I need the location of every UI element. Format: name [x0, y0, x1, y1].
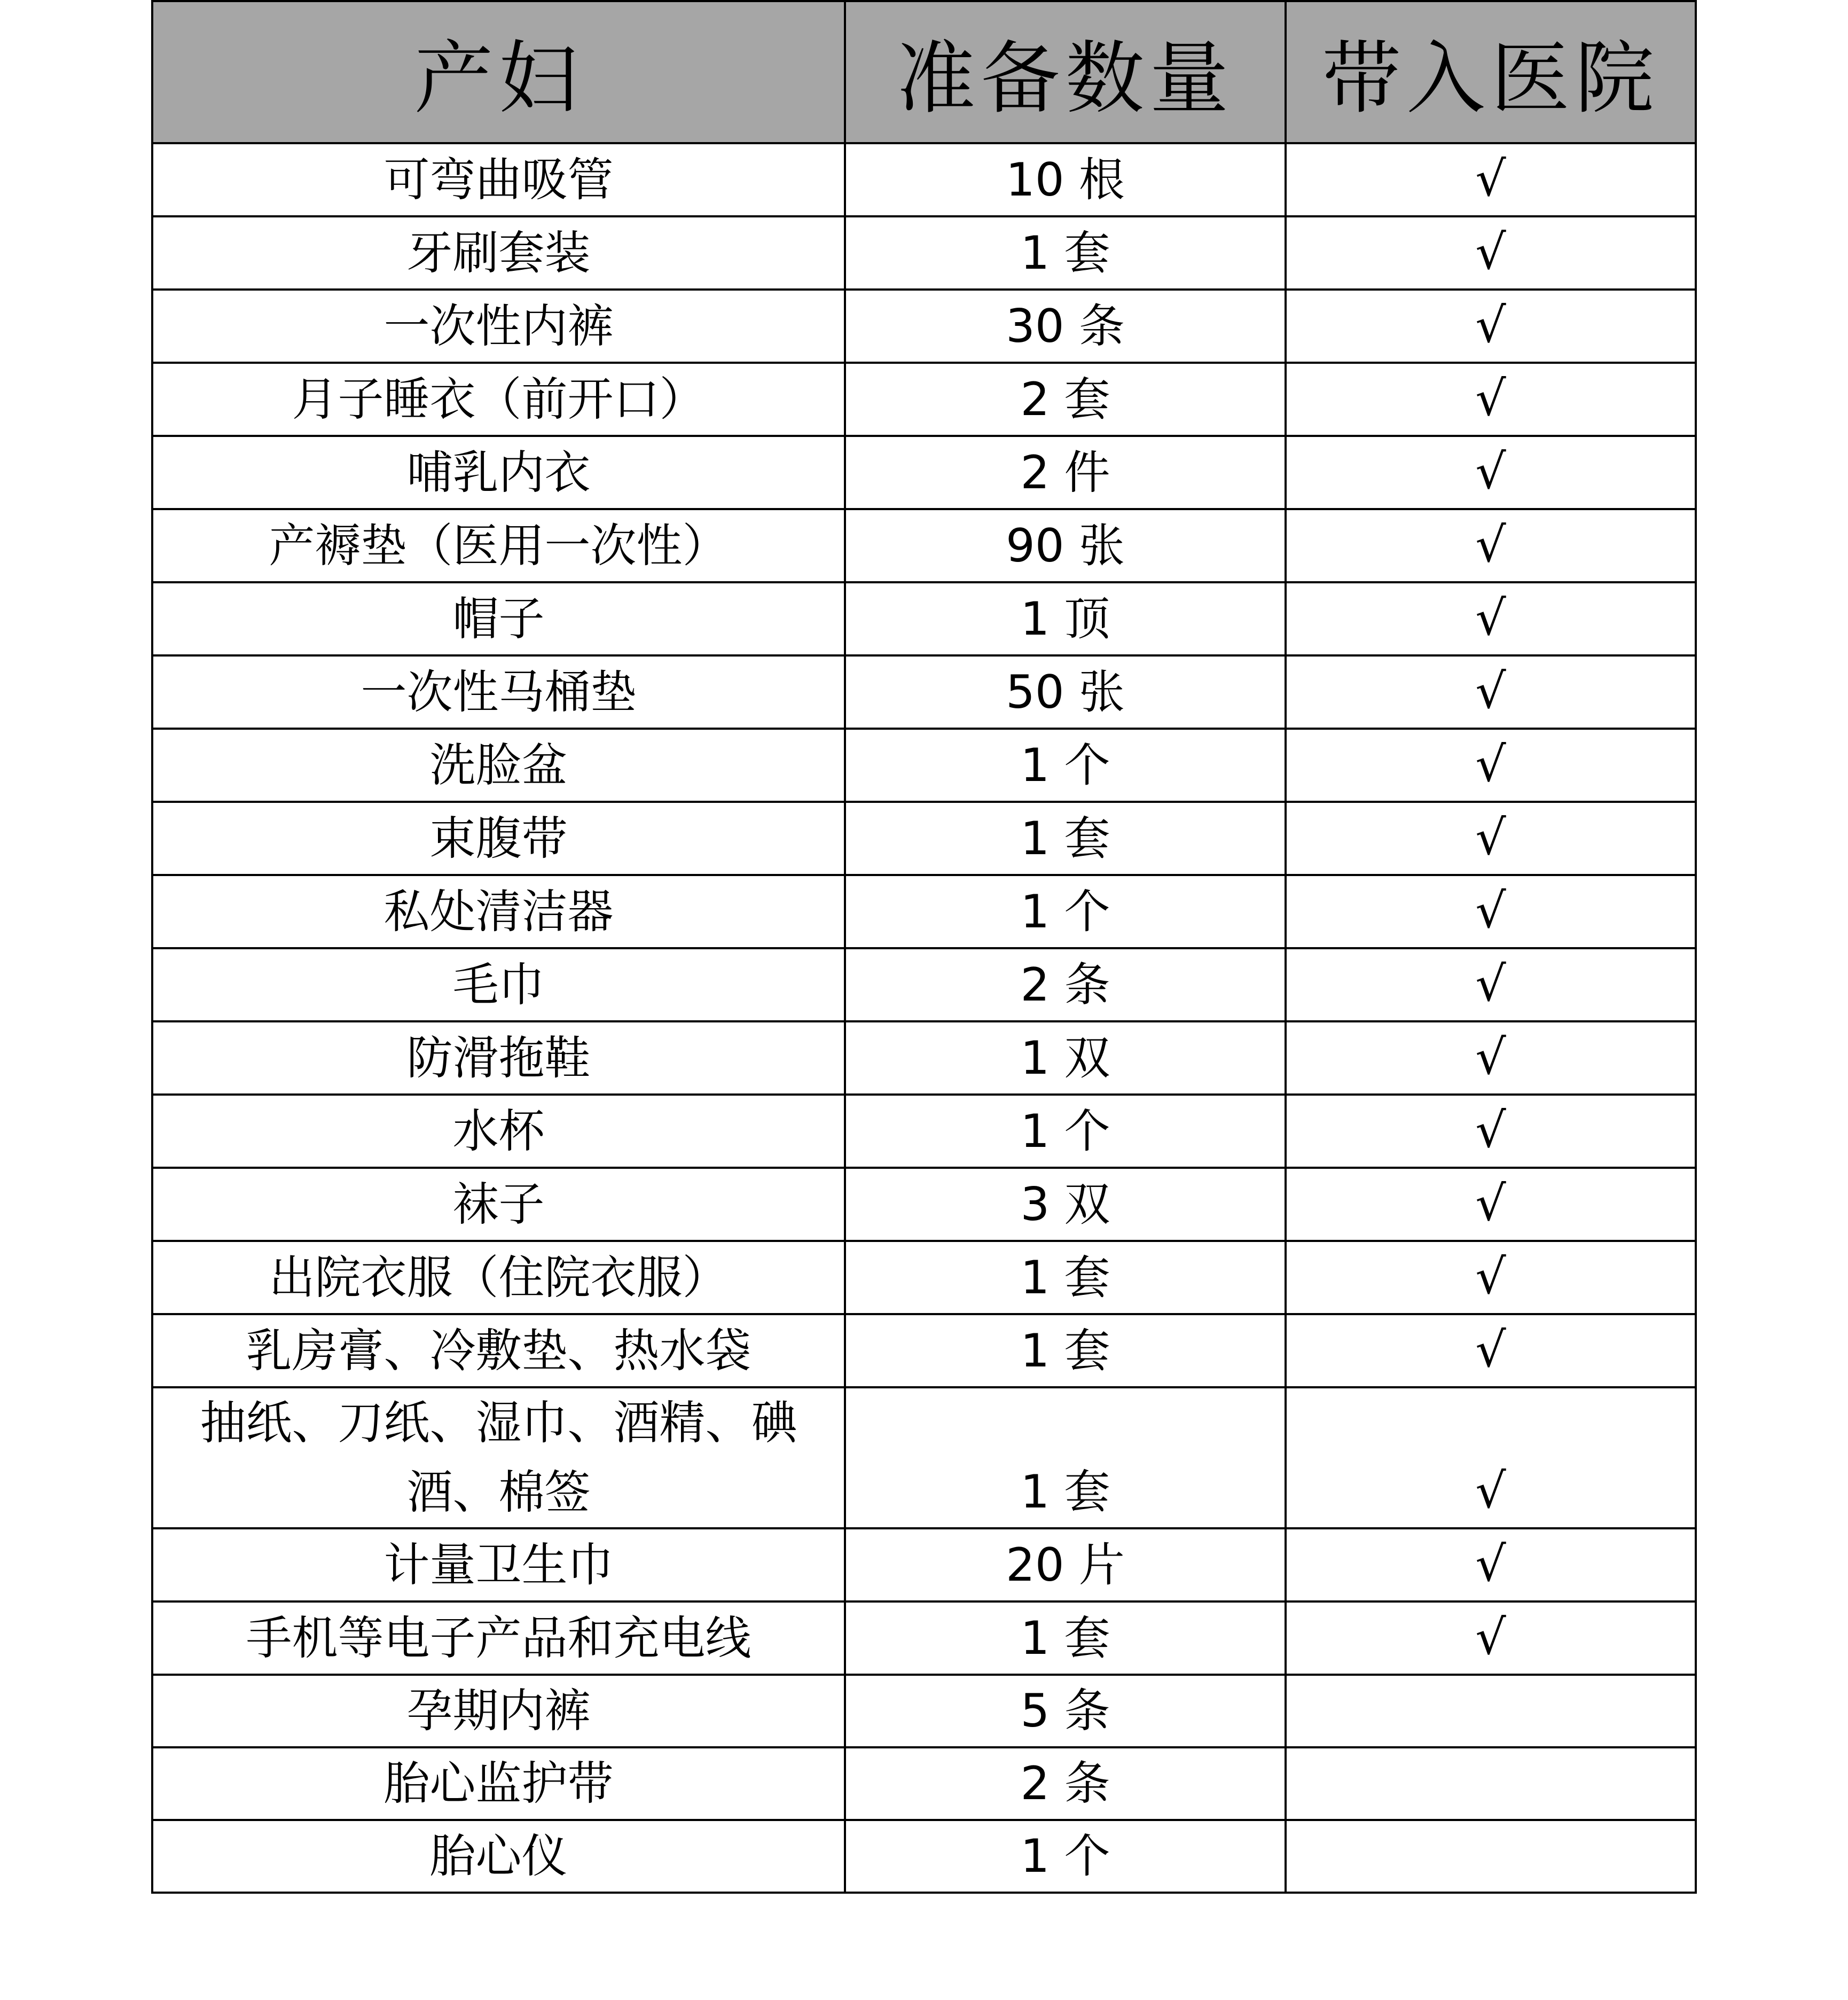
- bring-cell: [1286, 582, 1696, 655]
- bring-cell: [1286, 875, 1696, 948]
- quantity-cell: 1 个: [845, 875, 1286, 948]
- header-row: [152, 1, 1696, 143]
- table-header: [152, 1, 1696, 143]
- check-icon: √: [1475, 151, 1506, 207]
- header-quantity: 准备数量: [845, 1, 1286, 143]
- check-icon: √: [1475, 1463, 1506, 1519]
- bring-cell: [1286, 1528, 1696, 1601]
- item-cell: 束腹带: [152, 802, 845, 875]
- item-cell: 一次性内裤: [152, 290, 845, 363]
- check-icon: √: [1475, 1029, 1506, 1085]
- table-row: [152, 1675, 1696, 1747]
- check-icon: √: [1475, 1610, 1506, 1666]
- table-body: [152, 143, 1696, 1893]
- check-icon: √: [1475, 1322, 1506, 1378]
- quantity-cell: 3 双: [845, 1168, 1286, 1241]
- table-row: [152, 655, 1696, 729]
- table-row: [152, 1387, 1696, 1528]
- check-icon: √: [1475, 371, 1506, 427]
- item-cell: 防滑拖鞋: [152, 1021, 845, 1095]
- table-row: [152, 290, 1696, 363]
- quantity-cell: 1 套: [845, 216, 1286, 290]
- table-row: [152, 1241, 1696, 1314]
- bring-cell: [1286, 143, 1696, 216]
- bring-cell: [1286, 1601, 1696, 1675]
- header-item: 产妇: [152, 1, 845, 143]
- table-row: [152, 143, 1696, 216]
- item-cell: 私处清洁器: [152, 875, 845, 948]
- item-cell: 手机等电子产品和充电线: [152, 1601, 845, 1675]
- item-cell: 孕期内裤: [152, 1675, 845, 1747]
- quantity-cell: 1 套: [845, 1387, 1286, 1528]
- check-icon: √: [1475, 810, 1506, 866]
- table-row: [152, 1095, 1696, 1168]
- check-icon: √: [1475, 663, 1506, 720]
- quantity-cell: 10 根: [845, 143, 1286, 216]
- table-row: [152, 802, 1696, 875]
- quantity-cell: 1 套: [845, 1314, 1286, 1387]
- table-row: [152, 363, 1696, 436]
- bring-cell: [1286, 1095, 1696, 1168]
- item-cell: 抽纸、刀纸、湿巾、酒精、碘酒、棉签: [152, 1387, 845, 1528]
- check-icon: √: [1475, 1249, 1506, 1305]
- table-row: [152, 582, 1696, 655]
- check-icon: √: [1475, 298, 1506, 354]
- table-row: [152, 875, 1696, 948]
- item-cell: 一次性马桶垫: [152, 655, 845, 729]
- quantity-cell: 1 个: [845, 729, 1286, 802]
- table-row: [152, 1820, 1696, 1893]
- bring-cell: [1286, 216, 1696, 290]
- table-row: [152, 1601, 1696, 1675]
- bring-cell: [1286, 363, 1696, 436]
- quantity-cell: 1 顶: [845, 582, 1286, 655]
- check-icon: √: [1475, 1536, 1506, 1592]
- bring-cell: [1286, 1021, 1696, 1095]
- quantity-cell: 1 个: [845, 1820, 1286, 1893]
- item-cell: 胎心仪: [152, 1820, 845, 1893]
- item-cell: 可弯曲吸管: [152, 143, 845, 216]
- quantity-cell: 1 套: [845, 1601, 1286, 1675]
- table-row: [152, 509, 1696, 582]
- item-cell: 水杯: [152, 1095, 845, 1168]
- table-row: [152, 1528, 1696, 1601]
- quantity-cell: 1 个: [845, 1095, 1286, 1168]
- bring-cell: [1286, 1820, 1696, 1893]
- checklist-table: [151, 0, 1697, 1894]
- quantity-cell: 2 件: [845, 436, 1286, 509]
- bring-cell: [1286, 729, 1696, 802]
- bring-cell: [1286, 1168, 1696, 1241]
- check-icon: √: [1475, 1176, 1506, 1232]
- quantity-cell: 2 条: [845, 948, 1286, 1021]
- item-cell: 毛巾: [152, 948, 845, 1021]
- table-row: [152, 436, 1696, 509]
- bring-cell: [1286, 1241, 1696, 1314]
- bring-cell: [1286, 1387, 1696, 1528]
- check-icon: √: [1475, 956, 1506, 1012]
- check-icon: √: [1475, 444, 1506, 500]
- bring-cell: [1286, 802, 1696, 875]
- item-cell: 洗脸盆: [152, 729, 845, 802]
- check-icon: √: [1475, 883, 1506, 939]
- quantity-cell: 50 张: [845, 655, 1286, 729]
- table-row: [152, 1747, 1696, 1820]
- bring-cell: [1286, 655, 1696, 729]
- item-cell: 帽子: [152, 582, 845, 655]
- item-cell: 胎心监护带: [152, 1747, 845, 1820]
- bring-cell: [1286, 1675, 1696, 1747]
- quantity-cell: 90 张: [845, 509, 1286, 582]
- item-cell: 产褥垫（医用一次性）: [152, 509, 845, 582]
- table-row: [152, 1314, 1696, 1387]
- bring-cell: [1286, 948, 1696, 1021]
- check-icon: √: [1475, 224, 1506, 280]
- quantity-cell: 2 套: [845, 363, 1286, 436]
- item-cell: 袜子: [152, 1168, 845, 1241]
- quantity-cell: 30 条: [845, 290, 1286, 363]
- item-cell: 月子睡衣（前开口）: [152, 363, 845, 436]
- quantity-cell: 1 套: [845, 1241, 1286, 1314]
- item-cell: 计量卫生巾: [152, 1528, 845, 1601]
- table-row: [152, 216, 1696, 290]
- quantity-cell: 20 片: [845, 1528, 1286, 1601]
- table-row: [152, 948, 1696, 1021]
- item-cell: 哺乳内衣: [152, 436, 845, 509]
- check-icon: √: [1475, 590, 1506, 646]
- check-icon: √: [1475, 517, 1506, 573]
- item-cell: 牙刷套装: [152, 216, 845, 290]
- bring-cell: [1286, 1314, 1696, 1387]
- item-cell: 出院衣服（住院衣服）: [152, 1241, 845, 1314]
- quantity-cell: 1 双: [845, 1021, 1286, 1095]
- quantity-cell: 2 条: [845, 1747, 1286, 1820]
- table-row: [152, 1168, 1696, 1241]
- quantity-cell: 5 条: [845, 1675, 1286, 1747]
- item-cell: 乳房膏、冷敷垫、热水袋: [152, 1314, 845, 1387]
- quantity-cell: 1 套: [845, 802, 1286, 875]
- bring-cell: [1286, 1747, 1696, 1820]
- bring-cell: [1286, 509, 1696, 582]
- bring-cell: [1286, 290, 1696, 363]
- header-bring-to-hospital: 带入医院: [1286, 1, 1696, 143]
- bring-cell: [1286, 436, 1696, 509]
- check-icon: √: [1475, 737, 1506, 793]
- check-icon: √: [1475, 1103, 1506, 1159]
- table-row: [152, 1021, 1696, 1095]
- table-row: [152, 729, 1696, 802]
